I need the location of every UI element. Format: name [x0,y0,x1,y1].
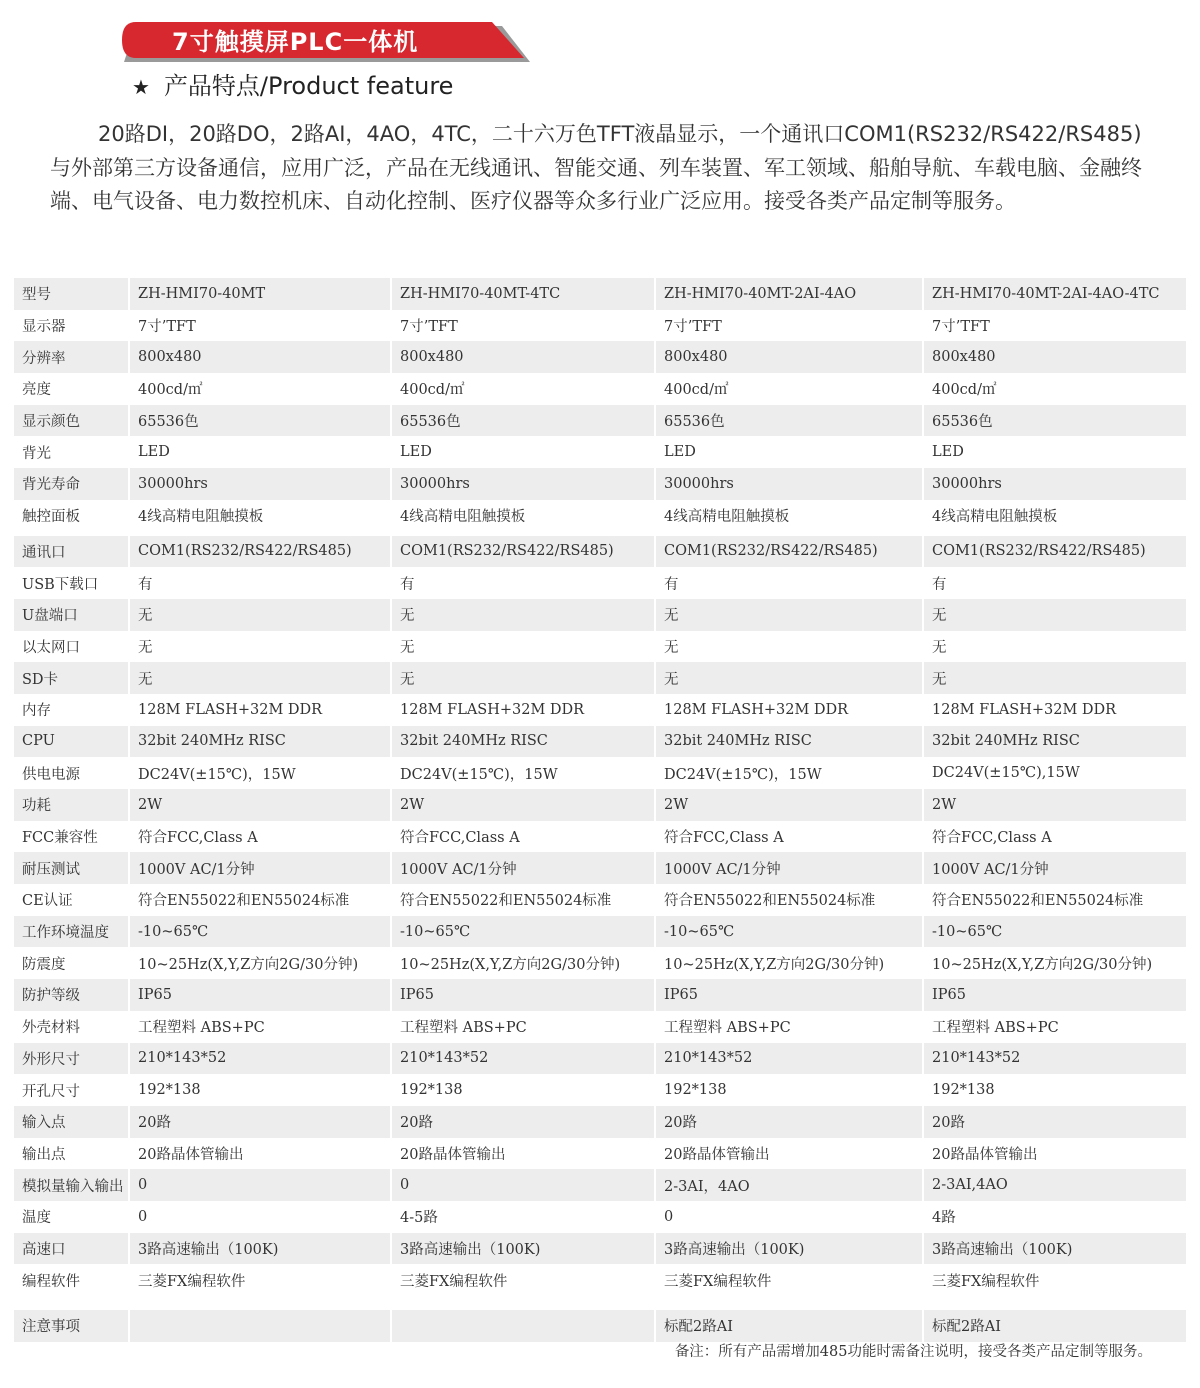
cell-value: 800x480 [655,341,923,373]
cell-value: 800x480 [923,341,1186,373]
cell-value: 20路 [391,1106,655,1138]
cell-value: 7寸’TFT [391,310,655,342]
cell-value: 192*138 [655,1074,923,1106]
table-gap [14,1296,1186,1310]
cell-value: 4线高精电阻触摸板 [923,500,1186,532]
cell-value: 符合EN55022和EN55024标准 [391,884,655,916]
spec-table [14,278,1186,1342]
cell-value: 2-3AI,4AO [923,1169,1186,1201]
cell-value: 2-3AI，4AO [655,1169,923,1201]
cell-value: 标配2路AI [655,1310,923,1342]
cell-value: 符合EN55022和EN55024标准 [129,884,391,916]
row-label: 防护等级 [14,979,129,1011]
row-label: 背光 [22,445,51,462]
cell-value: 1000V AC/1分钟 [129,852,391,884]
row-label: 耐压测试 [14,852,129,884]
cell-value: -10~65℃ [129,916,391,948]
cell-value: 128M FLASH+32M DDR [129,694,391,726]
intro-paragraph: 20路DI，20路DO，2路AI，4AO，4TC，二十六万色TFT液晶显示，一个通讯口COM1(RS232/RS422/RS485)与外部第三方设备通信，应用广泛，产品在无线通讯、智能交通、列车装置、军工领域、船舶导航、车载电脑、金融终端、电气设备、电力数控机床、自动化控制、医疗仪器等众多行业广泛应用。接受各类产品定制等服务。 [50,122,1142,213]
row-label: 工作环境温度 [14,916,129,948]
cell-value: 32bit 240MHz RISC [923,726,1186,758]
table-row [14,436,1186,468]
row-label: SD卡 [14,662,129,694]
cell-value: 192*138 [923,1074,1186,1106]
cell-value: 32bit 240MHz RISC [129,726,391,758]
table-row [14,500,1186,532]
cell-value: 工程塑料 ABS+PC [391,1011,655,1043]
row-label: 通讯口 [14,536,129,568]
cell-value [129,1310,391,1342]
cell-value: 30000hrs [129,468,391,500]
table-row [14,662,1186,694]
table-row [14,1043,1186,1075]
row-label: 温度 [22,1210,51,1227]
cell-value: 192*138 [129,1074,391,1106]
cell-value: 标配2路AI [923,1310,1186,1342]
cell-value: 3路高速输出（100K) [129,1233,391,1265]
row-label: 注意事项 [14,1310,129,1342]
table-row [14,1264,1186,1296]
cell-value: 30000hrs [923,468,1186,500]
row-label: 显示颜色 [14,405,129,437]
cell-value: IP65 [129,979,391,1011]
cell-value: 1000V AC/1分钟 [923,852,1186,884]
row-label: 开孔尺寸 [22,1083,80,1100]
table-row [14,1106,1186,1138]
cell-value: 有 [391,567,655,599]
cell-value: LED [129,436,391,468]
table-row [14,468,1186,500]
cell-value: 0 [129,1201,391,1233]
row-label: 防震度 [22,956,66,973]
cell-value: 无 [655,631,923,663]
cell-value: 2W [655,789,923,821]
cell-value: 800x480 [391,341,655,373]
row-label: 功耗 [14,789,129,821]
star-icon: ★ [132,75,150,99]
cell-value: 65536色 [655,405,923,437]
table-row [14,341,1186,373]
cell-value: 无 [923,631,1186,663]
table-row [14,884,1186,916]
cell-value: COM1(RS232/RS422/RS485) [923,536,1186,568]
cell-value: 128M FLASH+32M DDR [391,694,655,726]
cell-value [391,1310,655,1342]
cell-value: 无 [391,631,655,663]
cell-value: 符合EN55022和EN55024标准 [655,884,923,916]
cell-value: 工程塑料 ABS+PC [655,1011,923,1043]
row-label: 外形尺寸 [14,1043,129,1075]
cell-value: 10~25Hz(X,Y,Z方向2G/30分钟) [923,947,1186,979]
cell-value: 210*143*52 [923,1043,1186,1075]
cell-value: ZH-HMI70-40MT [129,278,391,310]
row-label: 内存 [22,703,51,720]
title-banner [122,22,532,62]
cell-value: ZH-HMI70-40MT-4TC [391,278,655,310]
cell-value: DC24V(±15℃)，15W [391,757,655,789]
cell-value: 7寸’TFT [129,310,391,342]
table-row [14,536,1186,568]
cell-value: IP65 [655,979,923,1011]
table-row [14,789,1186,821]
table-row [14,373,1186,405]
table-row [14,1074,1186,1106]
cell-value: 符合FCC,Class A [129,821,391,853]
cell-value: 有 [129,567,391,599]
row-label: 背光寿命 [14,468,129,500]
table-row [14,310,1186,342]
cell-value: 128M FLASH+32M DDR [923,694,1186,726]
table-row [14,821,1186,853]
cell-value: 128M FLASH+32M DDR [655,694,923,726]
cell-value: DC24V(±15℃),15W [923,757,1186,789]
cell-value: 210*143*52 [129,1043,391,1075]
row-label: 触控面板 [22,509,80,526]
table-row [14,757,1186,789]
table-row [14,916,1186,948]
cell-value: 2W [129,789,391,821]
cell-value: 无 [129,662,391,694]
cell-value: 1000V AC/1分钟 [655,852,923,884]
cell-value: -10~65℃ [655,916,923,948]
cell-value: 符合FCC,Class A [391,821,655,853]
cell-value: 无 [391,662,655,694]
cell-value: 400cd/㎡ [129,373,391,405]
row-label: CE认证 [22,893,73,910]
table-gap-cell [14,1296,1186,1310]
cell-value: 400cd/㎡ [655,373,923,405]
cell-value: 4路 [923,1201,1186,1233]
table-row [14,1310,1186,1342]
row-label: CPU [14,726,129,758]
row-label: 编程软件 [22,1273,80,1290]
cell-value: 4线高精电阻触摸板 [391,500,655,532]
cell-value: LED [923,436,1186,468]
cell-value: 0 [655,1201,923,1233]
row-label: 模拟量输入输出 [14,1169,129,1201]
cell-value: COM1(RS232/RS422/RS485) [129,536,391,568]
cell-value: 无 [655,662,923,694]
spec-table-body [14,278,1186,1342]
cell-value: 192*138 [391,1074,655,1106]
row-label: FCC兼容性 [22,830,98,847]
table-row [14,1138,1186,1170]
cell-value: IP65 [923,979,1186,1011]
cell-value: 无 [923,662,1186,694]
cell-value: 20路晶体管输出 [391,1138,655,1170]
cell-value: 有 [655,567,923,599]
cell-value: DC24V(±15℃)，15W [655,757,923,789]
cell-value: 三菱FX编程软件 [391,1264,655,1296]
cell-value: 三菱FX编程软件 [655,1264,923,1296]
cell-value: 30000hrs [655,468,923,500]
cell-value: 无 [655,599,923,631]
cell-value: 有 [923,567,1186,599]
cell-value: 32bit 240MHz RISC [391,726,655,758]
table-row [14,1201,1186,1233]
cell-value: 1000V AC/1分钟 [391,852,655,884]
row-label: 以太网口 [22,639,80,656]
cell-value: 800x480 [129,341,391,373]
cell-value: 三菱FX编程软件 [129,1264,391,1296]
cell-value: IP65 [391,979,655,1011]
table-row [14,1233,1186,1265]
row-label: USB下载口 [22,576,99,593]
feature-title: 产品特点/Product feature [163,72,454,100]
cell-value: LED [391,436,655,468]
cell-value: 0 [129,1169,391,1201]
row-label: 显示器 [22,319,66,336]
cell-value: 20路 [129,1106,391,1138]
cell-value: ZH-HMI70-40MT-2AI-4AO-4TC [923,278,1186,310]
table-row [14,726,1186,758]
table-row [14,1169,1186,1201]
cell-value: 4线高精电阻触摸板 [655,500,923,532]
cell-value: 4线高精电阻触摸板 [129,500,391,532]
cell-value: 3路高速输出（100K) [391,1233,655,1265]
cell-value: 7寸’TFT [655,310,923,342]
cell-value: 32bit 240MHz RISC [655,726,923,758]
row-label: 高速口 [14,1233,129,1265]
cell-value: 无 [129,631,391,663]
cell-value: 工程塑料 ABS+PC [129,1011,391,1043]
cell-value: 三菱FX编程软件 [923,1264,1186,1296]
table-row [14,947,1186,979]
banner-title: 7寸触摸屏PLC一体机 [172,28,419,56]
table-row [14,631,1186,663]
cell-value: 符合EN55022和EN55024标准 [923,884,1186,916]
cell-value: 无 [923,599,1186,631]
row-label: 分辨率 [14,341,129,373]
cell-value: 4-5路 [391,1201,655,1233]
cell-value: 65536色 [923,405,1186,437]
remark-note: 备注：所有产品需增加485功能时需备注说明，接受各类产品定制等服务。 [674,1344,1152,1360]
cell-value: COM1(RS232/RS422/RS485) [391,536,655,568]
table-row [14,567,1186,599]
cell-value: 7寸’TFT [923,310,1186,342]
cell-value: 10~25Hz(X,Y,Z方向2G/30分钟) [655,947,923,979]
cell-value: 3路高速输出（100K) [923,1233,1186,1265]
cell-value: 10~25Hz(X,Y,Z方向2G/30分钟) [391,947,655,979]
cell-value: 20路晶体管输出 [923,1138,1186,1170]
cell-value: 2W [923,789,1186,821]
cell-value: 2W [391,789,655,821]
table-row [14,694,1186,726]
cell-value: 210*143*52 [655,1043,923,1075]
cell-value: 210*143*52 [391,1043,655,1075]
cell-value: 30000hrs [391,468,655,500]
cell-value: 符合FCC,Class A [655,821,923,853]
cell-value: -10~65℃ [391,916,655,948]
table-row [14,405,1186,437]
cell-value: DC24V(±15℃)，15W [129,757,391,789]
feature-heading [132,68,453,104]
cell-value: -10~65℃ [923,916,1186,948]
cell-value: 0 [391,1169,655,1201]
row-label: 外壳材料 [22,1020,80,1037]
table-row [14,278,1186,310]
cell-value: 20路 [655,1106,923,1138]
cell-value: 无 [391,599,655,631]
row-label: 型号 [14,278,129,310]
table-row [14,1011,1186,1043]
cell-value: 400cd/㎡ [391,373,655,405]
cell-value: 65536色 [129,405,391,437]
cell-value: 65536色 [391,405,655,437]
table-row [14,852,1186,884]
cell-value: 400cd/㎡ [923,373,1186,405]
cell-value: LED [655,436,923,468]
cell-value: 无 [129,599,391,631]
cell-value: 10~25Hz(X,Y,Z方向2G/30分钟) [129,947,391,979]
row-label: 供电电源 [22,766,80,783]
cell-value: 符合FCC,Class A [923,821,1186,853]
cell-value: 工程塑料 ABS+PC [923,1011,1186,1043]
table-row [14,599,1186,631]
row-label: 亮度 [22,382,51,399]
row-label: U盘端口 [14,599,129,631]
cell-value: COM1(RS232/RS422/RS485) [655,536,923,568]
table-row [14,979,1186,1011]
cell-value: 3路高速输出（100K) [655,1233,923,1265]
cell-value: ZH-HMI70-40MT-2AI-4AO [655,278,923,310]
cell-value: 20路晶体管输出 [655,1138,923,1170]
cell-value: 20路 [923,1106,1186,1138]
cell-value: 20路晶体管输出 [129,1138,391,1170]
row-label: 输入点 [14,1106,129,1138]
row-label: 输出点 [22,1146,66,1163]
